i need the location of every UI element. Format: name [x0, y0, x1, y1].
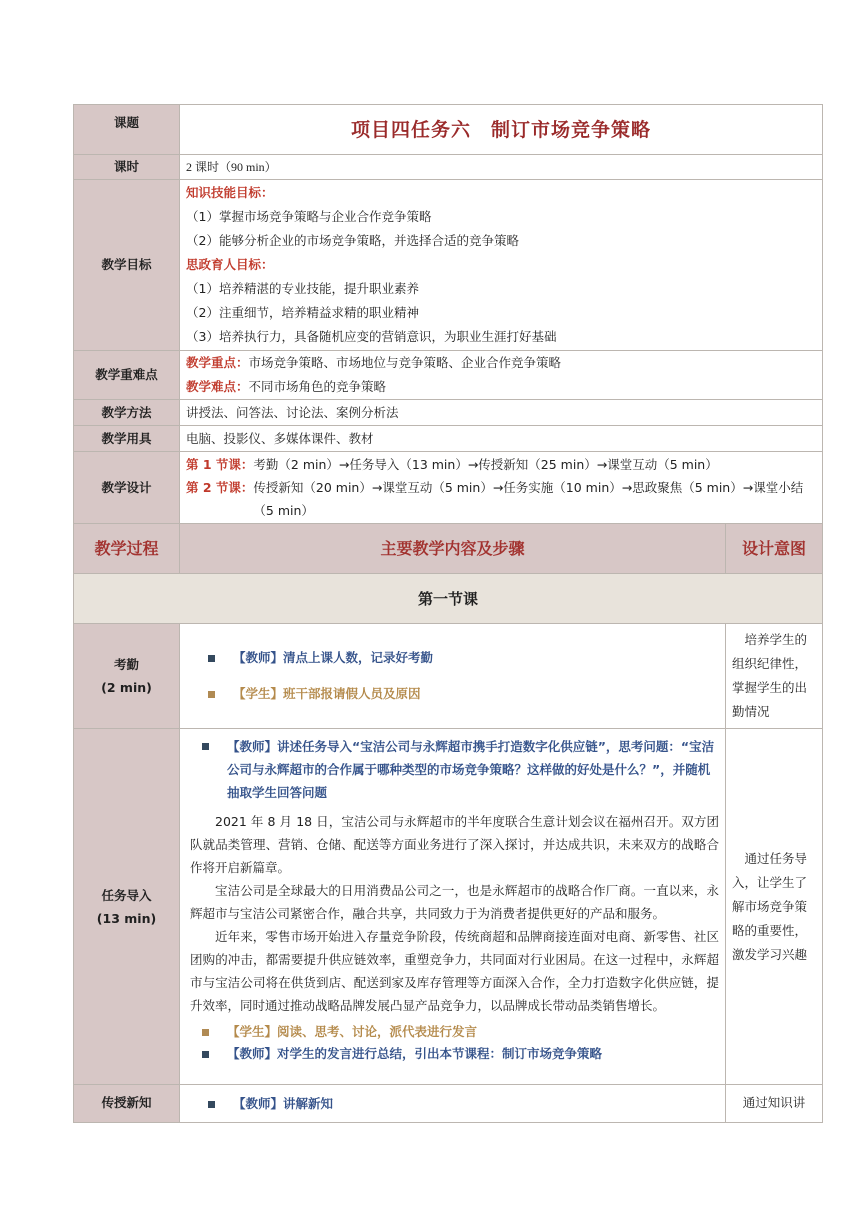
goals-label: 教学目标 — [74, 180, 180, 351]
intro-content — [180, 729, 726, 1085]
design-label: 教学设计 — [74, 452, 180, 524]
section-title: 第一节课 — [74, 574, 823, 624]
list-item — [180, 1043, 725, 1065]
focus-value: 市场竞争策略、市场地位与竞争策略、企业合作竞争策略 — [248, 355, 562, 370]
knowledge-item: （1）掌握市场竞争策略与企业合作竞争策略 — [186, 209, 432, 224]
list-item — [180, 735, 725, 804]
ideology-heading: 思政育人目标： — [186, 257, 274, 272]
method-label: 教学方法 — [74, 400, 180, 426]
square-bullet-icon — [208, 655, 215, 662]
ideology-item: （2）注重细节，培养精益求精的职业精神 — [186, 305, 419, 320]
attendance-teacher: 【教师】清点上课人数，记录好考勤 — [233, 650, 434, 665]
knowledge-heading: 知识技能目标： — [186, 185, 274, 200]
ideology-item: （1）培养精湛的专业技能，提升职业素养 — [186, 281, 419, 296]
difficult-value: 不同市场角色的竞争策略 — [248, 379, 387, 394]
square-bullet-icon — [208, 691, 215, 698]
square-bullet-icon — [208, 1101, 215, 1108]
intro-label-cell — [74, 729, 180, 1085]
ideology-item: （3）培养执行力，具备随机应变的营销意识，为职业生涯打好基础 — [186, 329, 557, 344]
square-bullet-icon — [202, 1029, 209, 1036]
lesson2-value: 传授新知（20 min）→课堂互动（5 min）→任务实施（10 min）→思政聚焦（5 min）→课堂小结（5 min） — [253, 480, 804, 518]
lesson-plan — [73, 104, 822, 1123]
tools-label: 教学用具 — [74, 426, 180, 452]
list-item — [180, 1021, 725, 1043]
process-header-col3: 设计意图 — [726, 524, 823, 574]
attendance-label-cell — [74, 624, 180, 729]
attendance-student: 【学生】班干部报请假人员及原因 — [233, 686, 421, 701]
list-item — [186, 647, 719, 669]
attendance-time: (2 min) — [101, 680, 152, 695]
intro-intent: 通过任务导入，让学生了解市场竞争策略的重要性，激发学习兴趣 — [726, 729, 823, 1085]
focus-key: 教学重点： — [186, 355, 249, 370]
process-header-col1: 教学过程 — [74, 524, 180, 574]
teach-label: 传授新知 — [74, 1085, 180, 1123]
intro-teacher-question: 【教师】讲述任务导入“宝洁公司与永辉超市携手打造数字化供应链”，思考问题：“宝洁公司与永辉超市的合作属于哪种类型的市场竞争策略？这样做的好处是什么？”，并随机抽取学生回答问题 — [227, 739, 715, 800]
intro-teacher-summary: 【教师】对学生的发言进行总结，引出本节课程：制订市场竞争策略 — [227, 1046, 603, 1061]
key-points-label: 教学重难点 — [74, 351, 180, 400]
teach-content — [180, 1085, 726, 1123]
lesson1-key: 第 1 节课： — [186, 457, 254, 472]
square-bullet-icon — [202, 1051, 209, 1058]
teach-intent: 通过知识讲 — [726, 1085, 823, 1123]
lesson2-key: 第 2 节课： — [186, 480, 254, 495]
list-item — [186, 683, 719, 705]
attendance-content — [180, 624, 726, 729]
intro-paragraph: 近年来，零售市场开始进入存量竞争阶段，传统商超和品牌商接连面对电商、新零售、社区团购的冲击，都需要提升供应链效率，重塑竞争力，共同面对行业困局。在这一过程中，永辉超市与宝洁公司将在供货到店、配送到家及库存管理等方面深入合作，全力打造数字化供应链，提升效率，同时通过推动战略品牌发展凸显产品竞争力，以品牌成长带动品类销售增长。 — [190, 929, 719, 1013]
method-value: 讲授法、问答法、讨论法、案例分析法 — [180, 400, 823, 426]
square-bullet-icon — [202, 743, 209, 750]
hours-value: 2 课时（90 min） — [180, 155, 823, 180]
design-content — [180, 452, 823, 524]
teach-teacher: 【教师】讲解新知 — [233, 1096, 334, 1111]
key-points-content — [180, 351, 823, 400]
intro-label: 任务导入 — [101, 887, 152, 903]
page-title: 项目四任务六 制订市场竞争策略 — [180, 105, 823, 155]
lesson1-value: 考勤（2 min）→任务导入（13 min）→传授新知（25 min）→课堂互动（5 min） — [253, 457, 718, 472]
lesson-plan-table — [73, 104, 823, 1123]
intro-time: (13 min) — [96, 910, 157, 926]
tools-value: 电脑、投影仪、多媒体课件、教材 — [180, 426, 823, 452]
difficult-key: 教学难点： — [186, 379, 249, 394]
knowledge-item: （2）能够分析企业的市场竞争策略，并选择合适的竞争策略 — [186, 233, 519, 248]
intro-paragraph: 宝洁公司是全球最大的日用消费品公司之一，也是永辉超市的战略合作厂商。一直以来，永辉超市与宝洁公司紧密合作，融合共享，共同致力于为消费者提供更好的产品和服务。 — [190, 883, 719, 921]
attendance-label: 考勤 — [113, 657, 139, 672]
goals-content — [180, 180, 823, 351]
attendance-intent: 培养学生的组织纪律性，掌握学生的出勤情况 — [726, 624, 823, 729]
hours-label: 课时 — [74, 155, 180, 180]
list-item — [186, 1093, 719, 1115]
intro-paragraph: 2021 年 8 月 18 日，宝洁公司与永辉超市的半年度联合生意计划会议在福州召开。双方团队就品类管理、营销、仓储、配送等方面业务进行了深入探讨，并达成共识，未来双方的战略合作将开启新篇章。 — [190, 814, 719, 875]
intro-student: 【学生】阅读、思考、讨论，派代表进行发言 — [227, 1024, 478, 1039]
topic-label: 课题 — [74, 105, 180, 155]
process-header-col2: 主要教学内容及步骤 — [180, 524, 726, 574]
